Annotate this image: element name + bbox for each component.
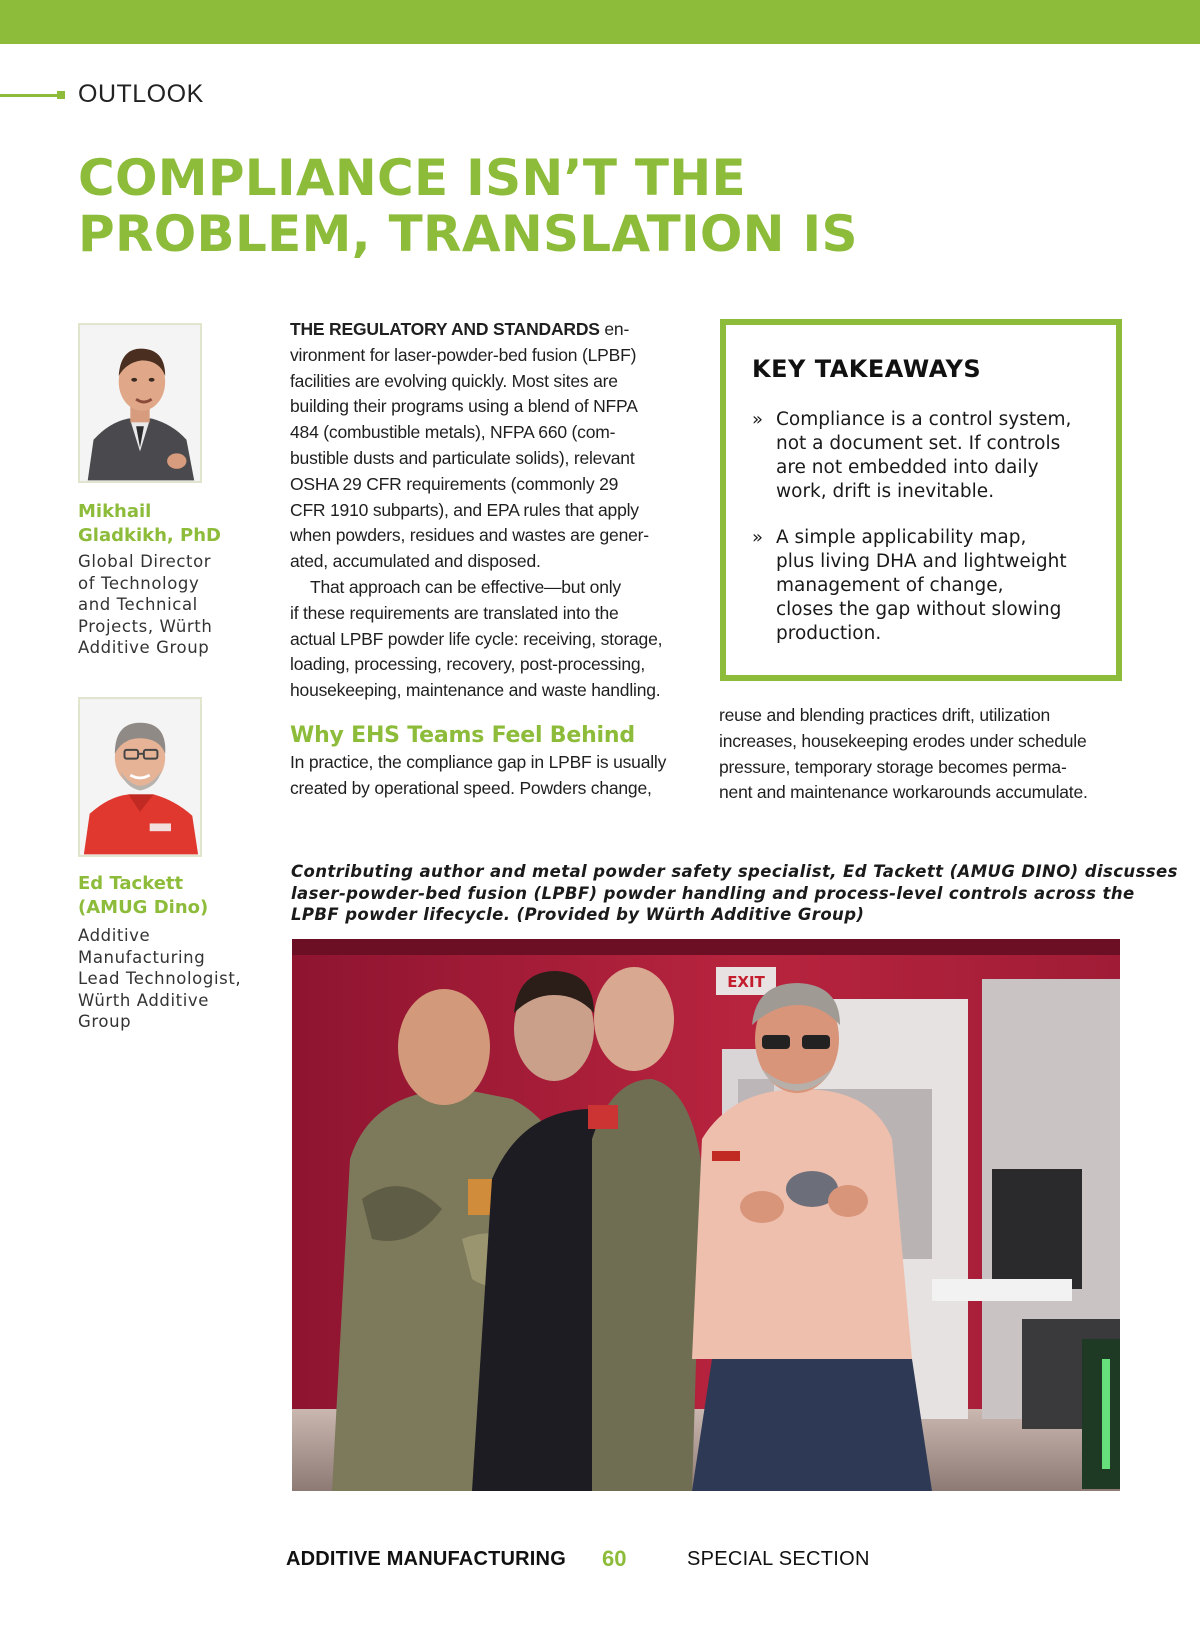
body-line: when powders, residues and wastes are gener- — [290, 525, 649, 546]
author-name-ed-tackett — [78, 872, 248, 920]
top-accent-bar — [0, 0, 1200, 44]
author-role-line: Projects, Würth — [78, 616, 213, 636]
body-line: vironment for laser-powder-bed fusion (LPBF) — [290, 344, 637, 365]
article-body-column-1 — [290, 317, 700, 802]
body-line: That approach can be effective—but only — [310, 576, 621, 597]
body-line: reuse and blending practices drift, utilization — [719, 705, 1051, 725]
author-role-line: Würth Additive — [78, 990, 210, 1010]
body-line: housekeeping, maintenance and waste handling. — [290, 680, 661, 701]
footer-section: SPECIAL SECTION — [687, 1548, 870, 1570]
body-line: bustible dusts and particulate solids), relevant — [290, 447, 635, 468]
body-line: pressure, temporary storage becomes perma- — [719, 756, 1067, 777]
author-portrait-image — [80, 325, 200, 481]
section-rule-marker — [57, 91, 65, 99]
headline-line: COMPLIANCE ISN’T THE — [78, 149, 746, 207]
author-name-line: Mikhail — [78, 501, 152, 522]
footer-publication: ADDITIVE MANUFACTURING — [286, 1548, 566, 1570]
lead-in: THE REGULATORY AND STANDARDS — [290, 319, 600, 339]
caption-line: LPBF powder lifecycle. (Provided by Würth Additive Group) — [291, 905, 865, 924]
body-line: 484 (combustible metals), NFPA 660 (com- — [290, 422, 616, 443]
takeaway-line: A simple applicability map, — [776, 527, 1027, 548]
author-role-line: and Technical — [78, 595, 198, 614]
body-line: ated, accumulated and disposed. — [290, 551, 541, 572]
body-line: if these requirements are translated into the — [290, 602, 619, 623]
key-takeaways-box — [720, 319, 1122, 681]
body-line: CFR 1910 subparts), and EPA rules that apply — [290, 499, 639, 520]
body-line: building their programs using a blend of NFPA — [290, 396, 638, 417]
takeaway-line: not a document set. If controls — [776, 433, 1061, 454]
takeaway-text — [776, 526, 1106, 646]
author-role-line: Additive — [78, 926, 151, 945]
exit-sign-text: EXIT — [727, 973, 765, 991]
takeaway-line: closes the gap without slowing — [776, 599, 1062, 620]
author-role-line: Global Director — [78, 552, 212, 571]
author-role-line: Additive Group — [78, 638, 210, 657]
author-photo-ed-tackett — [78, 697, 202, 857]
author-role-line: Lead Technologist, — [78, 969, 242, 988]
article-headline — [78, 150, 1138, 262]
section-label: OUTLOOK — [78, 80, 204, 108]
author-role-mikhail-gladkikh — [78, 551, 253, 659]
body-line — [290, 317, 700, 343]
caption-line: Contributing author and metal powder safety specialist, Ed Tackett (AMUG DINO) discusses — [291, 862, 1178, 881]
author-role-line: Group — [78, 1012, 132, 1031]
takeaway-text — [776, 408, 1106, 504]
takeaway-line: management of change, — [776, 575, 1004, 596]
page-number: 60 — [602, 1546, 627, 1571]
author-photo-mikhail-gladkikh — [78, 323, 202, 483]
author-name-line: Ed Tackett — [78, 873, 184, 894]
author-role-ed-tackett — [78, 925, 253, 1033]
author-name-line: (AMUG Dino) — [78, 897, 209, 918]
photo-caption — [291, 861, 1178, 926]
author-role-line: of Technology — [78, 573, 200, 593]
section-rule — [0, 94, 60, 97]
body-line: OSHA 29 CFR requirements (commonly 29 — [290, 473, 619, 494]
key-takeaways-title: KEY TAKEAWAYS — [752, 355, 982, 383]
subheading: Why EHS Teams Feel Behind — [290, 722, 635, 748]
body-line: actual LPBF powder life cycle: receiving, storage, — [290, 628, 663, 649]
body-line: facilities are evolving quickly. Most sites are — [290, 370, 618, 391]
takeaway-line: production. — [776, 623, 882, 644]
body-line: In practice, the compliance gap in LPBF is usually — [290, 751, 667, 772]
body-line: loading, processing, recovery, post-processing, — [290, 654, 646, 675]
body-line: increases, housekeeping erodes under schedule — [719, 730, 1087, 751]
feature-photo — [292, 939, 1120, 1491]
article-body-column-2 — [719, 703, 1129, 806]
body-line: created by operational speed. Powders change, — [290, 777, 652, 798]
chevron-bullet-icon: » — [752, 409, 764, 430]
takeaway-line: plus living DHA and lightweight — [776, 551, 1067, 572]
chevron-bullet-icon: » — [752, 527, 764, 548]
takeaway-line: work, drift is inevitable. — [776, 481, 995, 502]
lead-in-tail: en- — [599, 319, 630, 339]
author-portrait-image — [80, 699, 200, 855]
takeaway-line: are not embedded into daily — [776, 457, 1039, 478]
caption-line: laser-powder-bed fusion (LPBF) powder handling and process-level controls across the — [291, 883, 1135, 903]
feature-photo-image — [292, 939, 1120, 1491]
body-line: nent and maintenance workarounds accumulate. — [719, 782, 1088, 803]
takeaway-line: Compliance is a control system, — [776, 409, 1072, 430]
author-role-line: Manufacturing — [78, 947, 206, 967]
author-name-line: Gladkikh, PhD — [78, 525, 221, 546]
author-name-mikhail-gladkikh — [78, 500, 248, 548]
headline-line: PROBLEM, TRANSLATION IS — [78, 205, 858, 263]
